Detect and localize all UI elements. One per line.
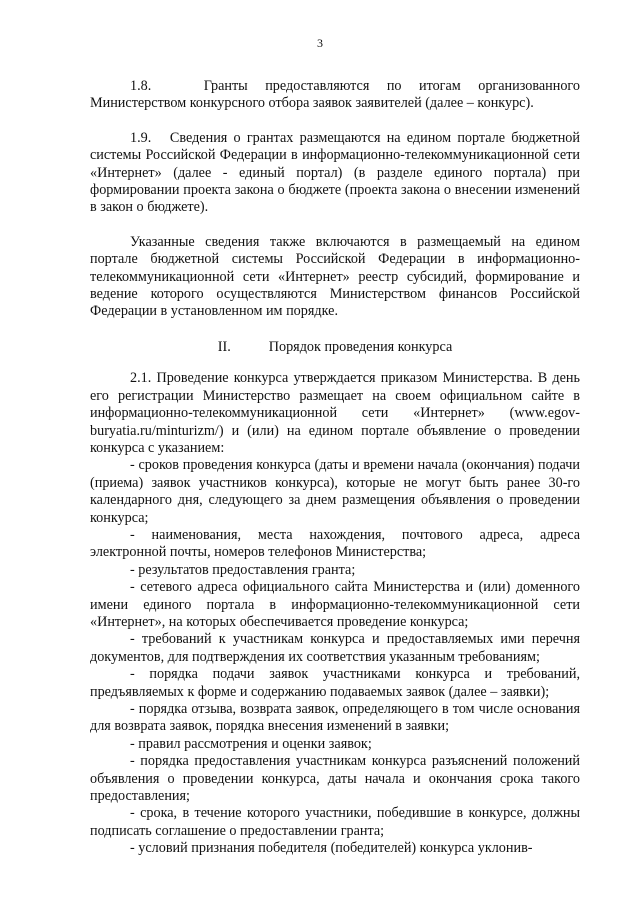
- list-item: - сетевого адреса официального сайта Министерства и (или) доменного имени единого портала в информационно-телекоммуникационной сети «Интернет», на которых обеспечивается проведение конкурса;: [90, 579, 580, 630]
- list-item: - порядка подачи заявок участниками конкурса и требований, предъявляемых к форме и содержанию подаваемых заявок (далее – заявки);: [90, 666, 580, 700]
- list-item: - сроков проведения конкурса (даты и времени начала (окончания) подачи (приема) заявок участников конкурса), которые не могут быть ранее 30-го календарного дня, следующего за днем размещения объявления о проведении конкурса;: [90, 457, 580, 526]
- requirements-list: [90, 457, 580, 857]
- list-item: - порядка отзыва, возврата заявок, определяющего в том числе основания для возврата заявок, порядка внесения изменений в заявки;: [90, 701, 580, 735]
- section-number: II.: [217, 338, 231, 355]
- paragraph-1-9: 1.9. Сведения о грантах размещаются на едином портале бюджетной системы Российской Федерации в информационно-телекоммуникационной сети «Интернет» (далее - единый портал) (в разделе единого портала) при формировании проекта закона о бюджете (проекта закона о внесении изменений в закон о бюджете).: [90, 129, 580, 216]
- list-item: - правил рассмотрения и оценки заявок;: [130, 735, 372, 752]
- list-item: - наименования, места нахождения, почтового адреса, адреса электронной почты, номеров телефонов Министерства;: [90, 526, 580, 561]
- section-title: Порядок проведения конкурса: [268, 338, 453, 355]
- paragraph-1-8: 1.8. Гранты предоставляются по итогам организованного Министерством конкурсного отбора заявок заявителей (далее – конкурс).: [90, 78, 580, 112]
- document-body: [90, 78, 580, 858]
- list-item: - условий признания победителя (победителей) конкурса уклонив-: [130, 840, 533, 857]
- list-item: - порядка предоставления участникам конкурса разъяснений положений объявления о проведении конкурса, даты начала и окончания срока такого предоставления;: [90, 753, 580, 805]
- paragraph-2-1: 2.1. Проведение конкурса утверждается приказом Министерства. В день его регистрации Министерство размещает на своем официальном сайте в информационно-телекоммуникационной сети «Интернет» (www.egov-buryatia.ru/minturizm/) и (или) на едином портале объявление о проведении конкурса с указанием:: [90, 370, 580, 456]
- list-item: - срока, в течение которого участники, победившие в конкурсе, должны подписать соглашение о предоставлении гранта;: [90, 805, 580, 839]
- list-item: - требований к участникам конкурса и предоставляемых ими перечня документов, для подтверждения их соответствия указанным требованиям;: [90, 631, 580, 665]
- paragraph-registry-info: Указанные сведения также включаются в размещаемый на едином портале бюджетной системы Российской Федерации в информационно-телекоммуникационной сети «Интернет» реестр субсидий, формирование и ведение которого осуществляются Министерством финансов Российской Федерации в установленном им порядке.: [90, 233, 580, 320]
- section-heading: [90, 339, 580, 356]
- page-number: 3: [317, 36, 323, 50]
- list-item: - результатов предоставления гранта;: [130, 561, 356, 578]
